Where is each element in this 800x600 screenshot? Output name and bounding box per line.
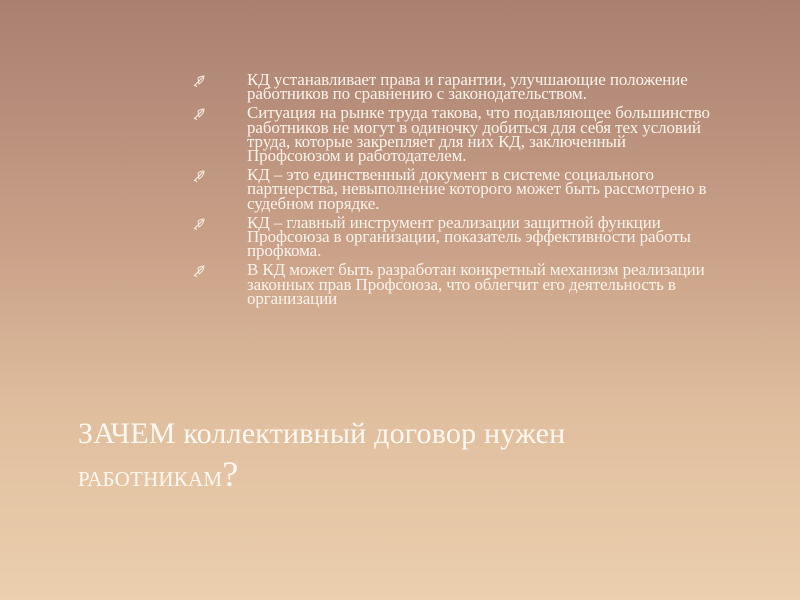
title-line-2 [78, 454, 718, 497]
bullet-text: КД – это единственный документ в системе социального партнерства, невыполнение которого может быть рассмотрено в судебном порядке. [247, 165, 707, 213]
bullet-list [190, 70, 720, 311]
quill-icon [192, 107, 206, 121]
bullet-item [190, 260, 720, 308]
slide-title [78, 413, 718, 497]
bullet-text: КД устанавливает права и гарантии, улучшающие положение работников по сравнению с законодательством. [247, 70, 688, 104]
bullet-text: Ситуация на рынке труда такова, что подавляющее большинство работников не могут в одиночку добиться для себя тех условий труда, которые закрепляет для них КД, заключенный Профсоюзом и работодателем. [247, 103, 710, 166]
quill-icon [192, 74, 206, 88]
bullet-item [190, 103, 720, 166]
quill-icon [192, 264, 206, 278]
question-mark: ? [222, 454, 239, 494]
bullet-item [190, 70, 720, 104]
quill-icon [192, 217, 206, 231]
title-line-1: ЗАЧЕМ коллективный договор нужен [78, 417, 566, 450]
bullet-text: В КД может быть разработан конкретный механизм реализации законных прав Профсоюза, что облегчит его деятельность в организации [247, 260, 705, 308]
quill-icon [192, 169, 206, 183]
title-word: работникам [78, 460, 223, 493]
bullet-item [190, 212, 720, 261]
bullet-item [190, 165, 720, 213]
bullet-text: КД – главный инструмент реализации защитной функции Профсоюза в организации, показатель эффективности работы профкома. [247, 212, 691, 261]
